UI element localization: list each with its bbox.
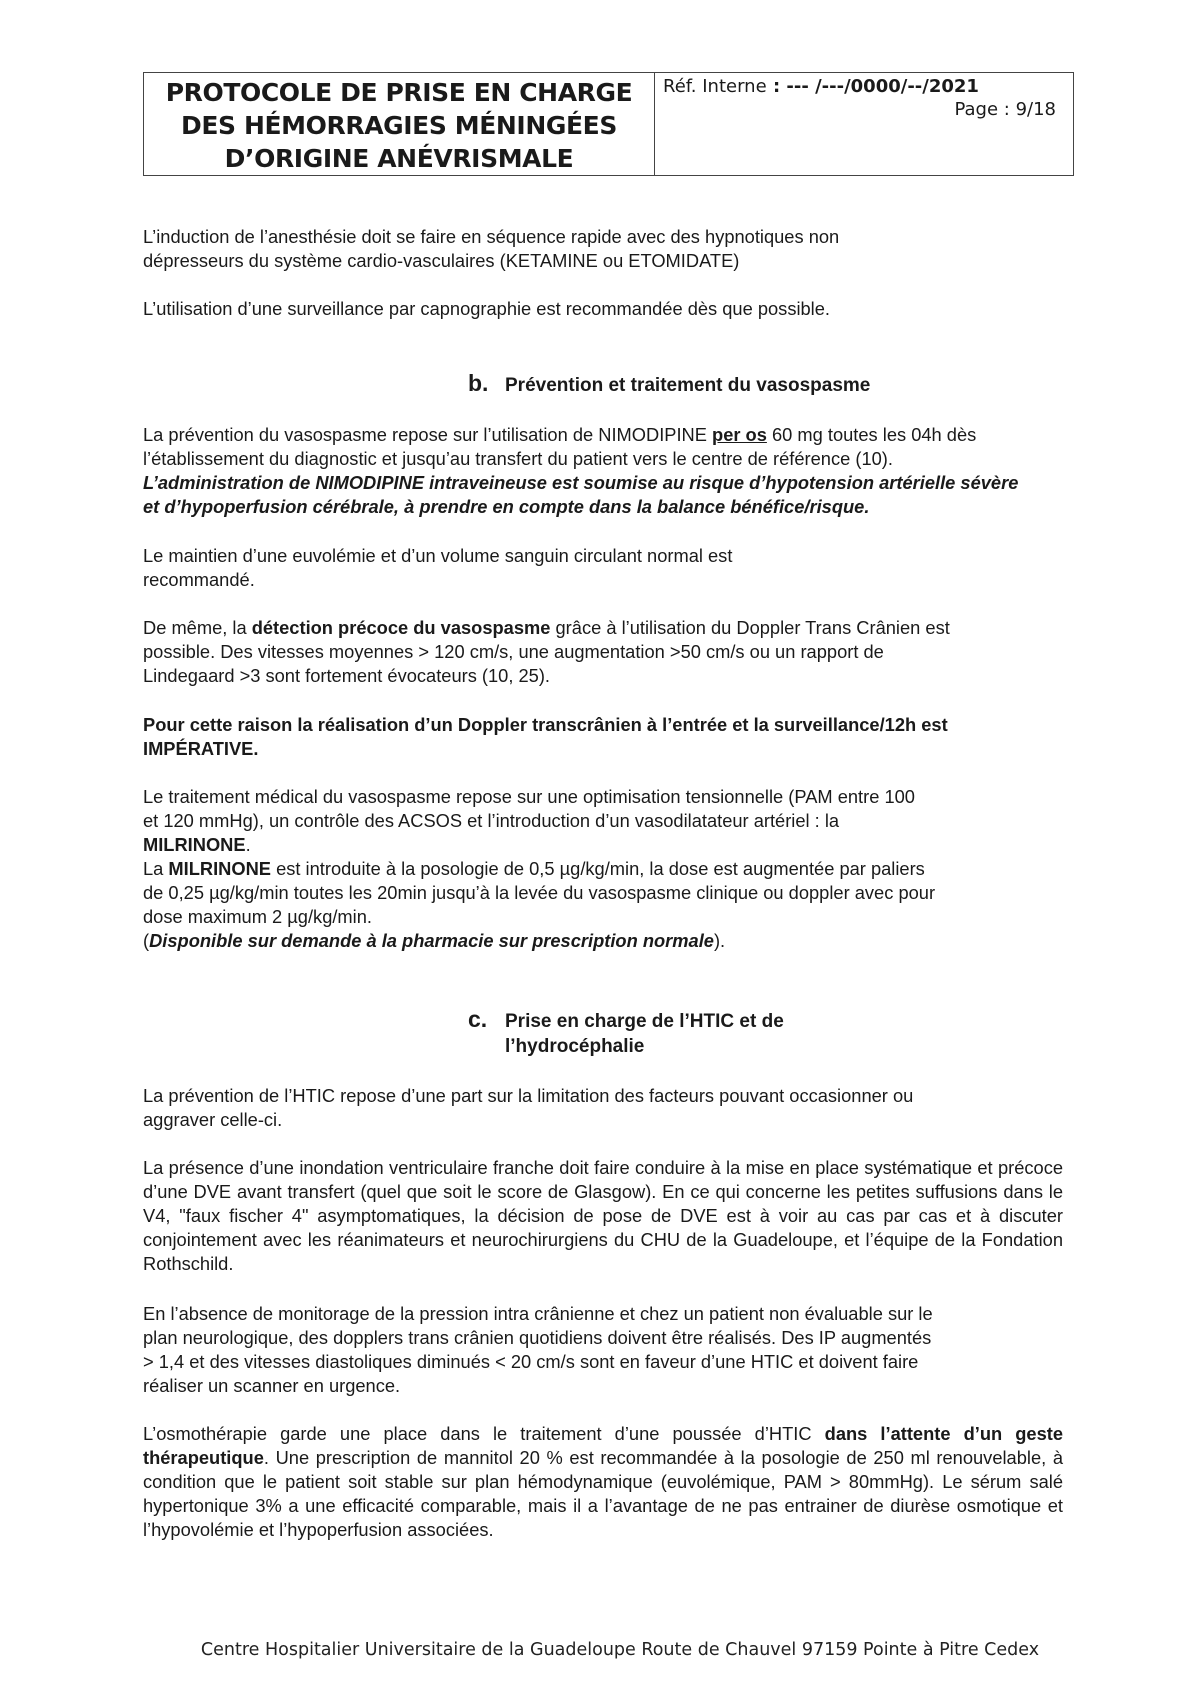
header-box	[143, 72, 1074, 176]
paragraph: En l’absence de monitorage de la pression intra crânienne et chez un patient non évaluable sur le plan neurologique, des dopplers trans crânien quotidiens doivent être réalisés. Des IP augmentés > 1,4 et des vitesses diastoliques diminués < 20 cm/s sont en faveur d’une HTIC et doivent faire réaliser un scanner en urgence.	[143, 1303, 933, 1396]
document-title	[144, 73, 655, 175]
paragraph: L’utilisation d’une surveillance par capnographie est recommandée dès que possible.	[143, 298, 830, 319]
paragraph: Le traitement médical du vasospasme repose sur une optimisation tensionnelle (PAM entre 100 et 120 mmHg), un contrôle des ACSOS et l’introduction d’un vasodilatateur artériel : la MILRINONE. La MILRINONE est introduite à la posologie de 0,5 µg/kg/min, la dose est augmentée par paliers de 0,25 µg/kg/min toutes les 20min jusqu’à la levée du vasospasme clinique ou doppler avec pour dose maximum 2 µg/kg/min. (Disponible sur demande à la pharmacie sur prescription normale).	[143, 786, 936, 951]
page-number: Page : 9/18	[954, 99, 1056, 120]
title-line: PROTOCOLE DE PRISE EN CHARGE	[165, 78, 633, 107]
paragraph: La prévention de l’HTIC repose d’une part sur la limitation des facteurs pouvant occasionner ou aggraver celle-ci.	[143, 1085, 914, 1130]
title-line: DES HÉMORRAGIES MÉNINGÉES	[181, 111, 617, 140]
section-heading-b: b. Prévention et traitement du vasospasme	[468, 370, 871, 396]
title-line: D’ORIGINE ANÉVRISMALE	[224, 144, 574, 173]
internal-reference: Réf. Interne : --- /---/0000/--/2021	[663, 76, 979, 97]
paragraph: L’induction de l’anesthésie doit se faire en séquence rapide avec des hypnotiques non dépresseurs du système cardio-vasculaires (KETAMINE ou ETOMIDATE)	[143, 226, 840, 271]
paragraph: Pour cette raison la réalisation d’un Doppler transcrânien à l’entrée et la surveillance/12h est IMPÉRATIVE.	[143, 714, 948, 759]
paragraph: La prévention du vasospasme repose sur l’utilisation de NIMODIPINE per os 60 mg toutes les 04h dès l’établissement du diagnostic et jusqu’au transfert du patient vers le centre de référence (10). L’administration de NIMODIPINE intraveineuse est soumise au risque d’hypotension artérielle sévère et d’hypoperfusion cérébrale, à prendre en compte dans la balance bénéfice/risque.	[143, 424, 1019, 517]
paragraph: L’osmothérapie garde une place dans le traitement d’une poussée d’HTIC dans l’attente d’un geste thérapeutique. Une prescription de mannitol 20 % est recommandée à la posologie de 250 ml renouvelable, à condition que le patient soit stable sur plan hémodynamique (euvolémique, PAM > 80mmHg). Le sérum salé hypertonique 3% a une efficacité comparable, mais il a l’avantage de ne pas entrainer de diurèse osmotique et l’hypovolémie et l’hypoperfusion associées.	[143, 1423, 1063, 1540]
paragraph: De même, la détection précoce du vasospasme grâce à l’utilisation du Doppler Trans Crânien est possible. Des vitesses moyennes > 120 cm/s, une augmentation >50 cm/s ou un rapport de Lindegaard >3 sont fortement évocateurs (10, 25).	[143, 617, 950, 686]
page-footer: Centre Hospitalier Universitaire de la Guadeloupe Route de Chauvel 97159 Pointe à Pitre Cedex	[200, 1640, 1040, 1660]
reference-cell	[655, 73, 1073, 175]
paragraph: Le maintien d’une euvolémie et d’un volume sanguin circulant normal est recommandé.	[143, 545, 733, 590]
section-heading-c: c. Prise en charge de l’HTIC et de l’hydrocéphalie	[468, 1006, 784, 1057]
paragraph: La présence d’une inondation ventriculaire franche doit faire conduire à la mise en place systématique et précoce d’une DVE avant transfert (quel que soit le score de Glasgow). En ce qui concerne les petites suffusions dans le V4, "faux fischer 4" asymptomatiques, la décision de pose de DVE est à voir au cas par cas et à discuter conjointement avec les réanimateurs et neurochirurgiens du CHU de la Guadeloupe, et l’équipe de la Fondation Rothschild.	[143, 1157, 1063, 1274]
